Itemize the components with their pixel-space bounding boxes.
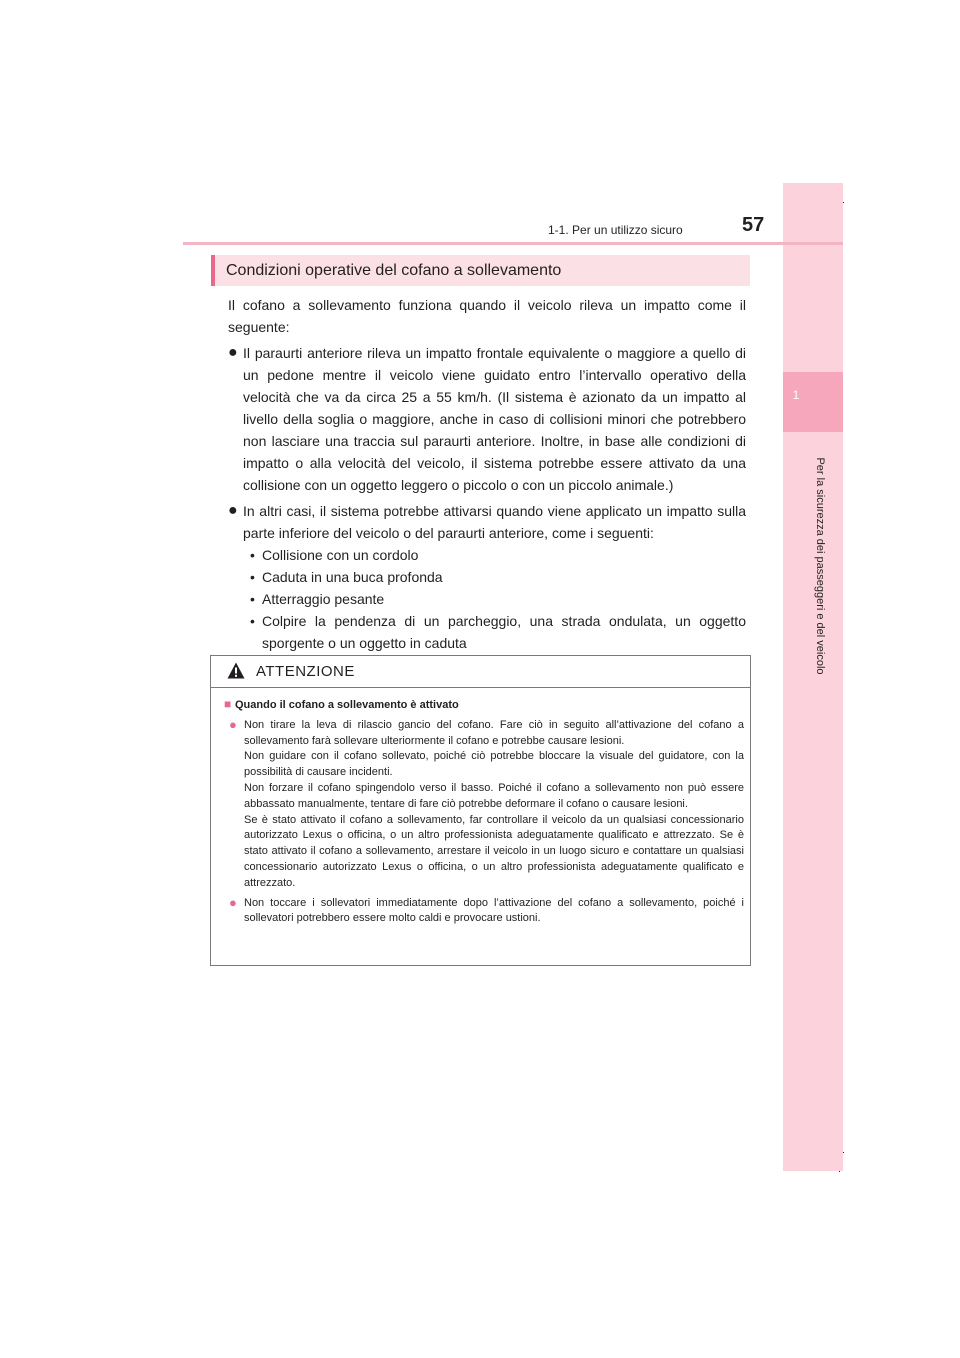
warning-list-item <box>224 718 744 892</box>
section-body <box>228 294 746 654</box>
sub-bullet-icon: • <box>250 569 255 585</box>
sub-list-item <box>228 588 746 610</box>
warning-paragraph: Se è stato attivato il cofano a sollevamento, far controllare il veicolo da un qualsiasi concessionario autorizzato Lexus o officina, o un altro professionista adeguatamente qualificato e attrezzato. Se è stato attivato il cofano a sollevamento, arrestare il veicolo in un luogo sicuro e contattare un qualsiasi concessionario autorizzato Lexus o officina, o un altro professionista adeguatamente qualificato e attrezzato. <box>244 813 744 889</box>
warning-list-item <box>224 896 744 928</box>
warning-paragraph: Non forzare il cofano spingendolo verso il basso. Poiché il cofano a sollevamento non può essere abbassato manualmente, tentare di fare ciò potrebbe deformare il cofano o causare lesioni. <box>244 781 744 810</box>
warning-paragraph: Non toccare i sollevatori immediatamente dopo l’attivazione del cofano a sollevamento, poiché i sollevatori potrebbero essere molto caldi e provocare ustioni. <box>244 896 744 925</box>
sub-item-text: Collisione con un cordolo <box>262 547 419 563</box>
square-bullet-icon: ■ <box>224 697 232 711</box>
chapter-number: 1 <box>792 388 800 402</box>
bullet-text: Il paraurti anteriore rileva un impatto frontale equivalente o maggiore a quello di un pedone mentre il veicolo viene guidato entro l’intervallo operativo della velocità che va da circa 25 a 55 km/h. (Il sistema è azionato da un impatto al livello della soglia o maggiore, anche in caso di collisioni minori che potrebbero non lasciare una traccia sul paraurti anteriore. Inoltre, in base alle condizioni di impatto o alla velocità del veicolo, il sistema potrebbe essere attivato da una collisione con un oggetto leggero o piccolo o con un piccolo animale.) <box>243 345 746 493</box>
header-rule <box>183 242 843 245</box>
warning-box <box>210 655 751 966</box>
bullet-text: In altri casi, il sistema potrebbe attivarsi quando viene applicato un impatto sulla parte inferiore del veicolo o del paraurti anteriore, come i seguenti: <box>243 503 746 541</box>
page-number: 57 <box>742 214 765 236</box>
sub-list-item <box>228 544 746 566</box>
bullet-icon: ● <box>228 502 238 519</box>
chapter-sidebar <box>783 183 843 1171</box>
sub-list-item <box>228 610 746 654</box>
warning-triangle-icon <box>227 662 245 679</box>
warning-body <box>224 698 744 927</box>
warning-title: ATTENZIONE <box>256 663 355 680</box>
sub-item-text: Atterraggio pesante <box>262 591 385 607</box>
bullet-icon: ● <box>229 894 237 910</box>
sub-item-text: Caduta in una buca profonda <box>262 569 443 585</box>
warning-paragraph: Non tirare la leva di rilascio gancio del cofano. Fare ciò in seguito all’attivazione del cofano a sollevamento farà sollevare ulteriormente il cofano e potrebbe causare lesioni. <box>244 718 744 747</box>
running-head: 1-1. Per un utilizzo sicuro <box>548 223 683 237</box>
sub-bullet-icon: • <box>250 547 255 563</box>
warning-subheading-text: Quando il cofano a sollevamento è attivato <box>235 699 459 711</box>
sub-list-item <box>228 566 746 588</box>
section-heading: Condizioni operative del cofano a sollevamento <box>211 255 750 286</box>
intro-paragraph: Il cofano a sollevamento funziona quando il veicolo rileva un impatto come il seguente: <box>228 297 746 335</box>
sub-item-text: Colpire la pendenza di un parcheggio, una strada ondulata, un oggetto sporgente o un oggetto in caduta <box>262 613 746 651</box>
sub-bullet-icon: • <box>250 613 255 629</box>
chapter-tab[interactable] <box>783 372 843 432</box>
list-item <box>228 342 746 496</box>
bullet-icon: ● <box>229 716 237 732</box>
chapter-title: Per la sicurezza dei passeggeri e del veicolo <box>814 457 826 675</box>
list-item <box>228 500 746 544</box>
warning-paragraph: Non guidare con il cofano sollevato, poiché ciò potrebbe bloccare la visuale del guidatore, con la possibilità di causare incidenti. <box>244 750 744 779</box>
warning-header <box>211 656 750 688</box>
warning-subheading <box>224 698 744 714</box>
bullet-icon: ● <box>228 344 238 361</box>
sub-bullet-icon: • <box>250 591 255 607</box>
